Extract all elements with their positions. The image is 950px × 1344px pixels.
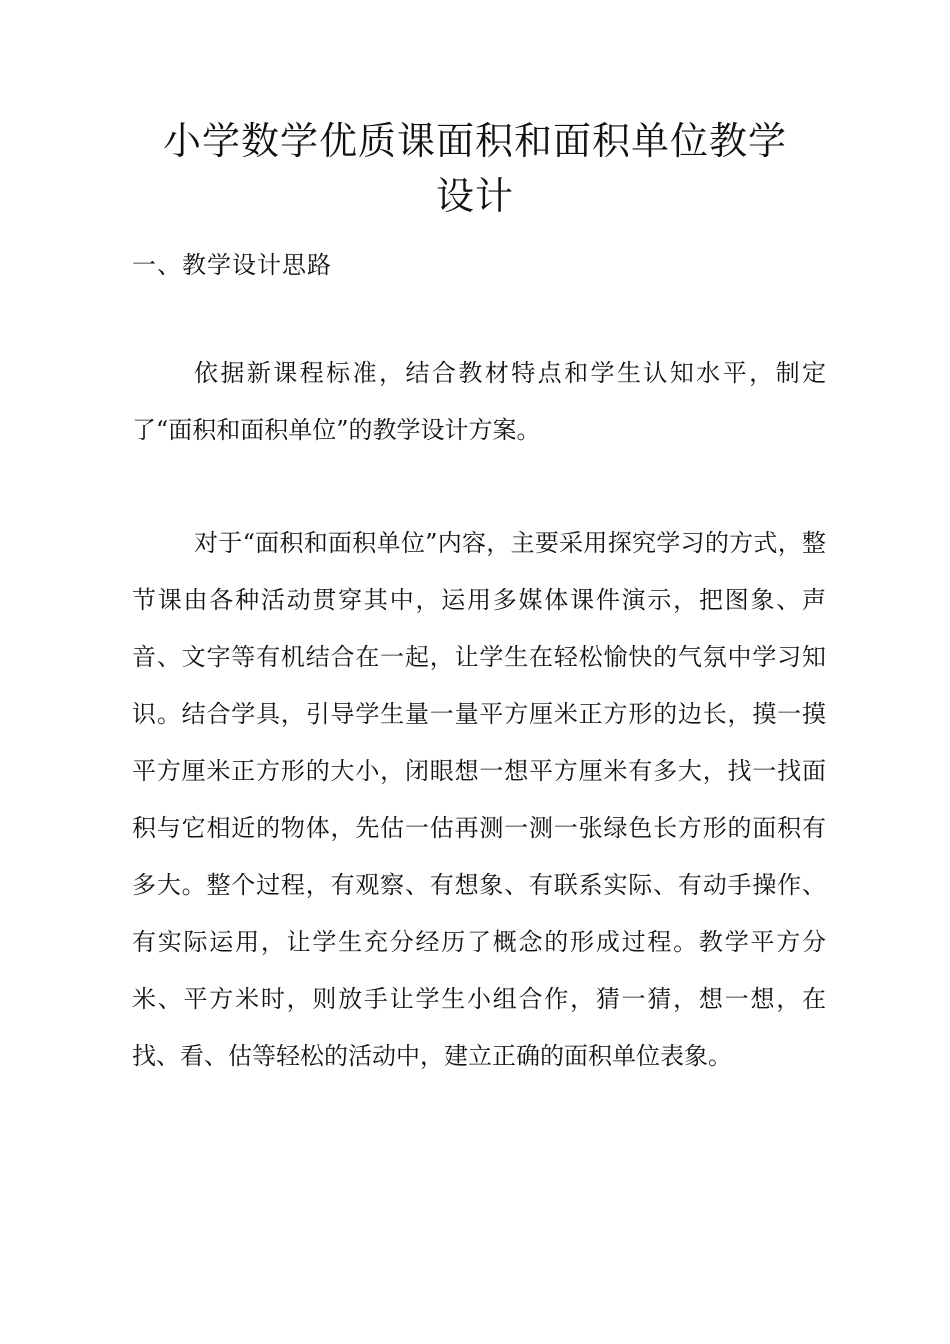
section-heading: 一、教学设计思路 — [132, 251, 332, 279]
document-title-line-1: 小学数学优质课面积和面积单位教学 — [162, 119, 787, 163]
paragraph-intro: 依据新课程标准，结合教材特点和学生认知水平，制定了“面积和面积单位”的教学设计方案。 — [132, 359, 826, 444]
document-title-line-2: 设计 — [435, 174, 514, 218]
paragraph-teaching-approach: 对于“面积和面积单位”内容，主要采用探究学习的方式，整节课由各种活动贯穿其中，运用多媒体课件演示，把图象、声音、文字等有机结合在一起，让学生在轻松愉快的气氛中学习知识。结合学具，引导学生量一量平方厘米正方形的边长，摸一摸平方厘米正方形的大小，闭眼想一想平方厘米有多大，找一找面积与它相近的物体，先估一估再测一测一张绿色长方形的面积有多大。整个过程，有观察、有想象、有联系实际、有动手操作、有实际运用，让学生充分经历了概念的形成过程。教学平方分米、平方米时，则放手让学生小组合作，猜一猜，想一想，在找、看、估等轻松的活动中，建立正确的面积单位表象。 — [132, 529, 826, 1070]
